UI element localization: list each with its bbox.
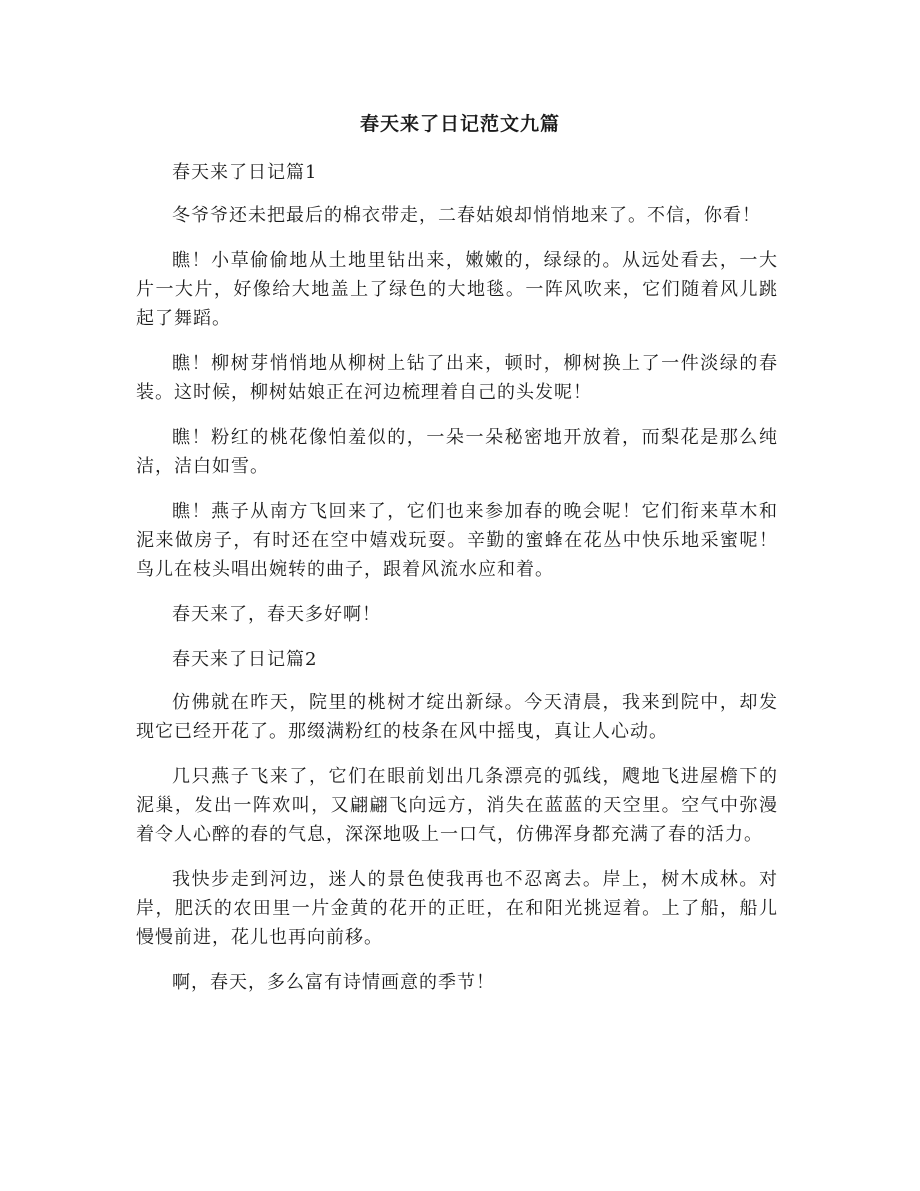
section-heading-1: 春天来了日记篇1 bbox=[172, 162, 318, 183]
paragraph: 仿佛就在昨天，院里的桃树才绽出新绿。今天清晨，我来到院中，却发现它已经开花了。那缀满粉红的枝条在风中摇曳，真让人心动。 bbox=[136, 692, 778, 742]
paragraph: 几只燕子飞来了，它们在眼前划出几条漂亮的弧线，飕地飞进屋檐下的泥巢，发出一阵欢叫，又翩翩飞向远方，消失在蓝蓝的天空里。空气中弥漫着令人心醉的春的气息，深深地吸上一口气，仿佛浑身都充满了春的活力。 bbox=[136, 766, 778, 845]
paragraph: 我快步走到河边，迷人的景色使我再也不忍离去。岸上，树木成林。对岸，肥沃的农田里一片金黄的花开的正旺，在和阳光挑逗着。上了船，船儿慢慢前进，花儿也再向前移。 bbox=[136, 869, 778, 948]
paragraph: 啊，春天，多么富有诗情画意的季节！ bbox=[172, 972, 495, 993]
paragraph: 瞧！燕子从南方飞回来了，它们也来参加春的晚会呢！它们衔来草木和泥来做房子，有时还在空中嬉戏玩耍。辛勤的蜜蜂在花丛中快乐地采蜜呢！鸟儿在枝头唱出婉转的曲子，跟着风流水应和着。 bbox=[136, 501, 778, 580]
paragraph: 瞧！小草偷偷地从土地里钻出来，嫩嫩的，绿绿的。从远处看去，一大片一大片，好像给大地盖上了绿色的大地毯。一阵风吹来，它们随着风儿跳起了舞蹈。 bbox=[136, 250, 778, 329]
document-title: 春天来了日记范文九篇 bbox=[359, 113, 560, 135]
paragraph: 春天来了，春天多好啊！ bbox=[172, 604, 381, 625]
document-body bbox=[136, 158, 778, 1013]
section-heading-2: 春天来了日记篇2 bbox=[172, 649, 318, 670]
paragraph: 瞧！粉红的桃花像怕羞似的，一朵一朵秘密地开放着，而梨花是那么纯洁，洁白如雪。 bbox=[136, 427, 778, 477]
paragraph: 瞧！柳树芽悄悄地从柳树上钻了出来，顿时，柳树换上了一件淡绿的春装。这时候，柳树姑娘正在河边梳理着自己的头发呢！ bbox=[136, 353, 778, 403]
paragraph: 冬爷爷还未把最后的棉衣带走，二春姑娘却悄悄地来了。不信，你看！ bbox=[172, 205, 761, 226]
